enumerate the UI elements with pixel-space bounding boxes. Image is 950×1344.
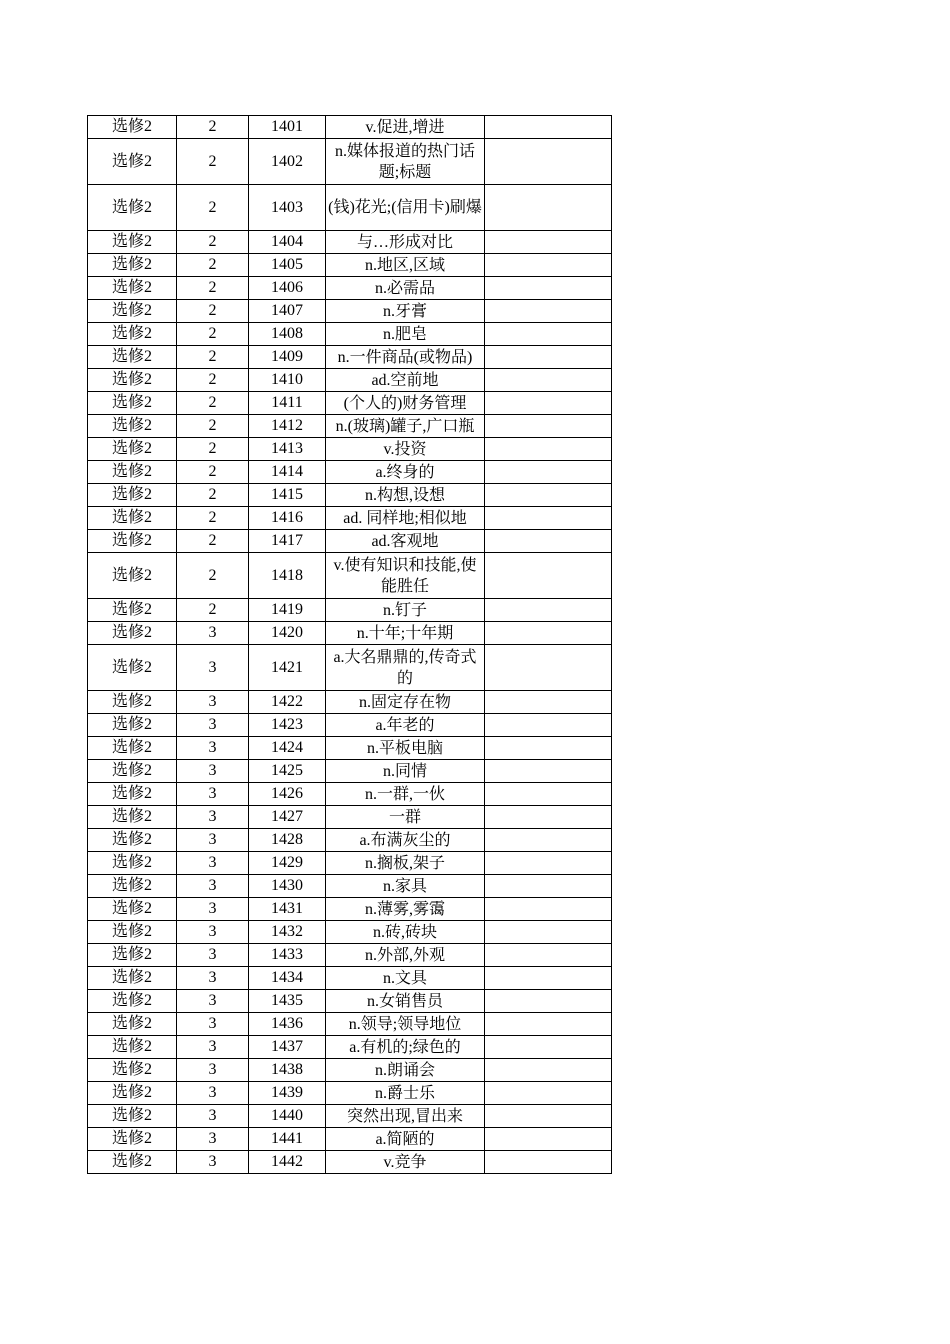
table-row bbox=[88, 691, 612, 714]
definition-cell: n.肥皂 bbox=[326, 323, 485, 346]
blank-cell bbox=[485, 461, 612, 484]
word-number-cell: 1407 bbox=[249, 300, 326, 323]
definition-cell: n.女销售员 bbox=[326, 990, 485, 1013]
unit-cell: 3 bbox=[177, 645, 249, 691]
course-cell: 选修2 bbox=[88, 875, 177, 898]
word-number-cell: 1428 bbox=[249, 829, 326, 852]
table-row bbox=[88, 323, 612, 346]
blank-cell bbox=[485, 1013, 612, 1036]
course-cell: 选修2 bbox=[88, 484, 177, 507]
word-number-cell: 1430 bbox=[249, 875, 326, 898]
word-number-cell: 1404 bbox=[249, 231, 326, 254]
word-number-cell: 1429 bbox=[249, 852, 326, 875]
definition-cell: ad.空前地 bbox=[326, 369, 485, 392]
blank-cell bbox=[485, 277, 612, 300]
word-number-cell: 1406 bbox=[249, 277, 326, 300]
table-row bbox=[88, 599, 612, 622]
table-row bbox=[88, 783, 612, 806]
table-row bbox=[88, 231, 612, 254]
definition-cell: 突然出现,冒出来 bbox=[326, 1105, 485, 1128]
word-number-cell: 1402 bbox=[249, 139, 326, 185]
unit-cell: 3 bbox=[177, 1036, 249, 1059]
word-number-cell: 1438 bbox=[249, 1059, 326, 1082]
definition-cell: a.大名鼎鼎的,传奇式的 bbox=[326, 645, 485, 691]
word-number-cell: 1425 bbox=[249, 760, 326, 783]
course-cell: 选修2 bbox=[88, 967, 177, 990]
course-cell: 选修2 bbox=[88, 921, 177, 944]
table-row bbox=[88, 944, 612, 967]
word-number-cell: 1420 bbox=[249, 622, 326, 645]
definition-cell: n.地区,区域 bbox=[326, 254, 485, 277]
unit-cell: 3 bbox=[177, 829, 249, 852]
table-row bbox=[88, 829, 612, 852]
blank-cell bbox=[485, 898, 612, 921]
course-cell: 选修2 bbox=[88, 691, 177, 714]
definition-cell: n.砖,砖块 bbox=[326, 921, 485, 944]
word-number-cell: 1418 bbox=[249, 553, 326, 599]
word-number-cell: 1436 bbox=[249, 1013, 326, 1036]
definition-cell: (钱)花光;(信用卡)刷爆 bbox=[326, 185, 485, 231]
definition-cell: n.(玻璃)罐子,广口瓶 bbox=[326, 415, 485, 438]
course-cell: 选修2 bbox=[88, 507, 177, 530]
course-cell: 选修2 bbox=[88, 300, 177, 323]
definition-cell: 一群 bbox=[326, 806, 485, 829]
word-number-cell: 1415 bbox=[249, 484, 326, 507]
table-row bbox=[88, 438, 612, 461]
course-cell: 选修2 bbox=[88, 415, 177, 438]
unit-cell: 3 bbox=[177, 737, 249, 760]
unit-cell: 3 bbox=[177, 852, 249, 875]
table-row bbox=[88, 645, 612, 691]
unit-cell: 2 bbox=[177, 438, 249, 461]
blank-cell bbox=[485, 254, 612, 277]
blank-cell bbox=[485, 806, 612, 829]
course-cell: 选修2 bbox=[88, 1013, 177, 1036]
table-row bbox=[88, 806, 612, 829]
word-number-cell: 1405 bbox=[249, 254, 326, 277]
course-cell: 选修2 bbox=[88, 898, 177, 921]
blank-cell bbox=[485, 645, 612, 691]
definition-cell: n.一件商品(或物品) bbox=[326, 346, 485, 369]
unit-cell: 3 bbox=[177, 1105, 249, 1128]
blank-cell bbox=[485, 691, 612, 714]
table-row bbox=[88, 185, 612, 231]
table-row bbox=[88, 760, 612, 783]
table-row bbox=[88, 1151, 612, 1174]
definition-cell: ad.客观地 bbox=[326, 530, 485, 553]
definition-cell: a.简陋的 bbox=[326, 1128, 485, 1151]
course-cell: 选修2 bbox=[88, 852, 177, 875]
unit-cell: 3 bbox=[177, 875, 249, 898]
course-cell: 选修2 bbox=[88, 990, 177, 1013]
course-cell: 选修2 bbox=[88, 323, 177, 346]
unit-cell: 3 bbox=[177, 714, 249, 737]
unit-cell: 2 bbox=[177, 231, 249, 254]
definition-cell: n.外部,外观 bbox=[326, 944, 485, 967]
unit-cell: 2 bbox=[177, 346, 249, 369]
blank-cell bbox=[485, 875, 612, 898]
course-cell: 选修2 bbox=[88, 553, 177, 599]
word-number-cell: 1403 bbox=[249, 185, 326, 231]
course-cell: 选修2 bbox=[88, 231, 177, 254]
course-cell: 选修2 bbox=[88, 1059, 177, 1082]
blank-cell bbox=[485, 760, 612, 783]
unit-cell: 3 bbox=[177, 1013, 249, 1036]
definition-cell: n.家具 bbox=[326, 875, 485, 898]
word-number-cell: 1423 bbox=[249, 714, 326, 737]
unit-cell: 2 bbox=[177, 300, 249, 323]
blank-cell bbox=[485, 599, 612, 622]
unit-cell: 3 bbox=[177, 806, 249, 829]
definition-cell: n.平板电脑 bbox=[326, 737, 485, 760]
table-row bbox=[88, 1059, 612, 1082]
blank-cell bbox=[485, 967, 612, 990]
course-cell: 选修2 bbox=[88, 760, 177, 783]
definition-cell: n.同情 bbox=[326, 760, 485, 783]
word-number-cell: 1421 bbox=[249, 645, 326, 691]
definition-cell: n.牙膏 bbox=[326, 300, 485, 323]
course-cell: 选修2 bbox=[88, 944, 177, 967]
course-cell: 选修2 bbox=[88, 783, 177, 806]
unit-cell: 2 bbox=[177, 185, 249, 231]
definition-cell: n.薄雾,雾霭 bbox=[326, 898, 485, 921]
course-cell: 选修2 bbox=[88, 599, 177, 622]
definition-cell: a.年老的 bbox=[326, 714, 485, 737]
word-number-cell: 1432 bbox=[249, 921, 326, 944]
table-row bbox=[88, 415, 612, 438]
course-cell: 选修2 bbox=[88, 1105, 177, 1128]
course-cell: 选修2 bbox=[88, 185, 177, 231]
blank-cell bbox=[485, 737, 612, 760]
word-number-cell: 1413 bbox=[249, 438, 326, 461]
unit-cell: 2 bbox=[177, 277, 249, 300]
definition-cell: v.使有知识和技能,使能胜任 bbox=[326, 553, 485, 599]
table-row bbox=[88, 622, 612, 645]
course-cell: 选修2 bbox=[88, 1128, 177, 1151]
table-row bbox=[88, 1105, 612, 1128]
course-cell: 选修2 bbox=[88, 116, 177, 139]
blank-cell bbox=[485, 369, 612, 392]
table-row bbox=[88, 254, 612, 277]
table-row bbox=[88, 139, 612, 185]
vocabulary-table bbox=[87, 115, 612, 1174]
vocabulary-table-body bbox=[88, 116, 612, 1174]
unit-cell: 3 bbox=[177, 944, 249, 967]
course-cell: 选修2 bbox=[88, 714, 177, 737]
table-row bbox=[88, 714, 612, 737]
word-number-cell: 1427 bbox=[249, 806, 326, 829]
unit-cell: 3 bbox=[177, 691, 249, 714]
word-number-cell: 1414 bbox=[249, 461, 326, 484]
course-cell: 选修2 bbox=[88, 139, 177, 185]
table-row bbox=[88, 300, 612, 323]
course-cell: 选修2 bbox=[88, 369, 177, 392]
course-cell: 选修2 bbox=[88, 1036, 177, 1059]
course-cell: 选修2 bbox=[88, 438, 177, 461]
word-number-cell: 1439 bbox=[249, 1082, 326, 1105]
table-row bbox=[88, 1036, 612, 1059]
word-number-cell: 1437 bbox=[249, 1036, 326, 1059]
course-cell: 选修2 bbox=[88, 1082, 177, 1105]
definition-cell: ad. 同样地;相似地 bbox=[326, 507, 485, 530]
table-row bbox=[88, 530, 612, 553]
unit-cell: 2 bbox=[177, 139, 249, 185]
blank-cell bbox=[485, 921, 612, 944]
unit-cell: 2 bbox=[177, 323, 249, 346]
table-row bbox=[88, 277, 612, 300]
course-cell: 选修2 bbox=[88, 461, 177, 484]
course-cell: 选修2 bbox=[88, 346, 177, 369]
word-number-cell: 1411 bbox=[249, 392, 326, 415]
table-row bbox=[88, 461, 612, 484]
blank-cell bbox=[485, 1151, 612, 1174]
blank-cell bbox=[485, 139, 612, 185]
word-number-cell: 1440 bbox=[249, 1105, 326, 1128]
table-row bbox=[88, 1082, 612, 1105]
definition-cell: n.构想,设想 bbox=[326, 484, 485, 507]
blank-cell bbox=[485, 415, 612, 438]
blank-cell bbox=[485, 1059, 612, 1082]
unit-cell: 2 bbox=[177, 369, 249, 392]
unit-cell: 2 bbox=[177, 461, 249, 484]
unit-cell: 2 bbox=[177, 116, 249, 139]
table-row bbox=[88, 507, 612, 530]
word-number-cell: 1442 bbox=[249, 1151, 326, 1174]
blank-cell bbox=[485, 990, 612, 1013]
blank-cell bbox=[485, 438, 612, 461]
definition-cell: v.竞争 bbox=[326, 1151, 485, 1174]
blank-cell bbox=[485, 944, 612, 967]
blank-cell bbox=[485, 185, 612, 231]
blank-cell bbox=[485, 392, 612, 415]
unit-cell: 3 bbox=[177, 783, 249, 806]
blank-cell bbox=[485, 622, 612, 645]
course-cell: 选修2 bbox=[88, 645, 177, 691]
table-row bbox=[88, 1013, 612, 1036]
course-cell: 选修2 bbox=[88, 737, 177, 760]
blank-cell bbox=[485, 852, 612, 875]
blank-cell bbox=[485, 507, 612, 530]
unit-cell: 3 bbox=[177, 898, 249, 921]
blank-cell bbox=[485, 300, 612, 323]
word-number-cell: 1441 bbox=[249, 1128, 326, 1151]
course-cell: 选修2 bbox=[88, 622, 177, 645]
definition-cell: n.十年;十年期 bbox=[326, 622, 485, 645]
definition-cell: n.领导;领导地位 bbox=[326, 1013, 485, 1036]
unit-cell: 3 bbox=[177, 1128, 249, 1151]
definition-cell: (个人的)财务管理 bbox=[326, 392, 485, 415]
blank-cell bbox=[485, 829, 612, 852]
unit-cell: 3 bbox=[177, 760, 249, 783]
unit-cell: 3 bbox=[177, 921, 249, 944]
definition-cell: v.促进,增进 bbox=[326, 116, 485, 139]
unit-cell: 2 bbox=[177, 415, 249, 438]
word-number-cell: 1417 bbox=[249, 530, 326, 553]
definition-cell: n.必需品 bbox=[326, 277, 485, 300]
table-row bbox=[88, 875, 612, 898]
course-cell: 选修2 bbox=[88, 277, 177, 300]
course-cell: 选修2 bbox=[88, 829, 177, 852]
word-number-cell: 1431 bbox=[249, 898, 326, 921]
course-cell: 选修2 bbox=[88, 530, 177, 553]
table-row bbox=[88, 967, 612, 990]
definition-cell: n.爵士乐 bbox=[326, 1082, 485, 1105]
word-number-cell: 1419 bbox=[249, 599, 326, 622]
unit-cell: 3 bbox=[177, 967, 249, 990]
table-row bbox=[88, 369, 612, 392]
blank-cell bbox=[485, 231, 612, 254]
unit-cell: 2 bbox=[177, 254, 249, 277]
word-number-cell: 1416 bbox=[249, 507, 326, 530]
table-row bbox=[88, 392, 612, 415]
unit-cell: 2 bbox=[177, 553, 249, 599]
definition-cell: a.有机的;绿色的 bbox=[326, 1036, 485, 1059]
table-row bbox=[88, 921, 612, 944]
word-number-cell: 1426 bbox=[249, 783, 326, 806]
word-number-cell: 1412 bbox=[249, 415, 326, 438]
word-number-cell: 1409 bbox=[249, 346, 326, 369]
definition-cell: n.固定存在物 bbox=[326, 691, 485, 714]
table-row bbox=[88, 346, 612, 369]
definition-cell: n.钉子 bbox=[326, 599, 485, 622]
blank-cell bbox=[485, 530, 612, 553]
blank-cell bbox=[485, 553, 612, 599]
definition-cell: a.终身的 bbox=[326, 461, 485, 484]
table-row bbox=[88, 898, 612, 921]
blank-cell bbox=[485, 783, 612, 806]
unit-cell: 2 bbox=[177, 530, 249, 553]
blank-cell bbox=[485, 714, 612, 737]
definition-cell: n.媒体报道的热门话题;标题 bbox=[326, 139, 485, 185]
unit-cell: 2 bbox=[177, 484, 249, 507]
table-row bbox=[88, 116, 612, 139]
unit-cell: 3 bbox=[177, 1082, 249, 1105]
word-number-cell: 1434 bbox=[249, 967, 326, 990]
table-row bbox=[88, 990, 612, 1013]
definition-cell: n.搁板,架子 bbox=[326, 852, 485, 875]
blank-cell bbox=[485, 484, 612, 507]
blank-cell bbox=[485, 346, 612, 369]
word-number-cell: 1422 bbox=[249, 691, 326, 714]
blank-cell bbox=[485, 1128, 612, 1151]
word-number-cell: 1433 bbox=[249, 944, 326, 967]
unit-cell: 2 bbox=[177, 392, 249, 415]
unit-cell: 3 bbox=[177, 622, 249, 645]
unit-cell: 3 bbox=[177, 1059, 249, 1082]
word-number-cell: 1401 bbox=[249, 116, 326, 139]
word-number-cell: 1408 bbox=[249, 323, 326, 346]
blank-cell bbox=[485, 1036, 612, 1059]
unit-cell: 2 bbox=[177, 599, 249, 622]
blank-cell bbox=[485, 323, 612, 346]
unit-cell: 2 bbox=[177, 507, 249, 530]
blank-cell bbox=[485, 1082, 612, 1105]
definition-cell: n.朗诵会 bbox=[326, 1059, 485, 1082]
table-row bbox=[88, 484, 612, 507]
word-number-cell: 1435 bbox=[249, 990, 326, 1013]
table-row bbox=[88, 737, 612, 760]
definition-cell: v.投资 bbox=[326, 438, 485, 461]
table-row bbox=[88, 1128, 612, 1151]
course-cell: 选修2 bbox=[88, 392, 177, 415]
table-row bbox=[88, 553, 612, 599]
unit-cell: 3 bbox=[177, 990, 249, 1013]
unit-cell: 3 bbox=[177, 1151, 249, 1174]
course-cell: 选修2 bbox=[88, 806, 177, 829]
table-row bbox=[88, 852, 612, 875]
word-number-cell: 1410 bbox=[249, 369, 326, 392]
definition-cell: n.一群,一伙 bbox=[326, 783, 485, 806]
definition-cell: 与…形成对比 bbox=[326, 231, 485, 254]
word-number-cell: 1424 bbox=[249, 737, 326, 760]
definition-cell: n.文具 bbox=[326, 967, 485, 990]
blank-cell bbox=[485, 1105, 612, 1128]
blank-cell bbox=[485, 116, 612, 139]
definition-cell: a.布满灰尘的 bbox=[326, 829, 485, 852]
course-cell: 选修2 bbox=[88, 1151, 177, 1174]
course-cell: 选修2 bbox=[88, 254, 177, 277]
